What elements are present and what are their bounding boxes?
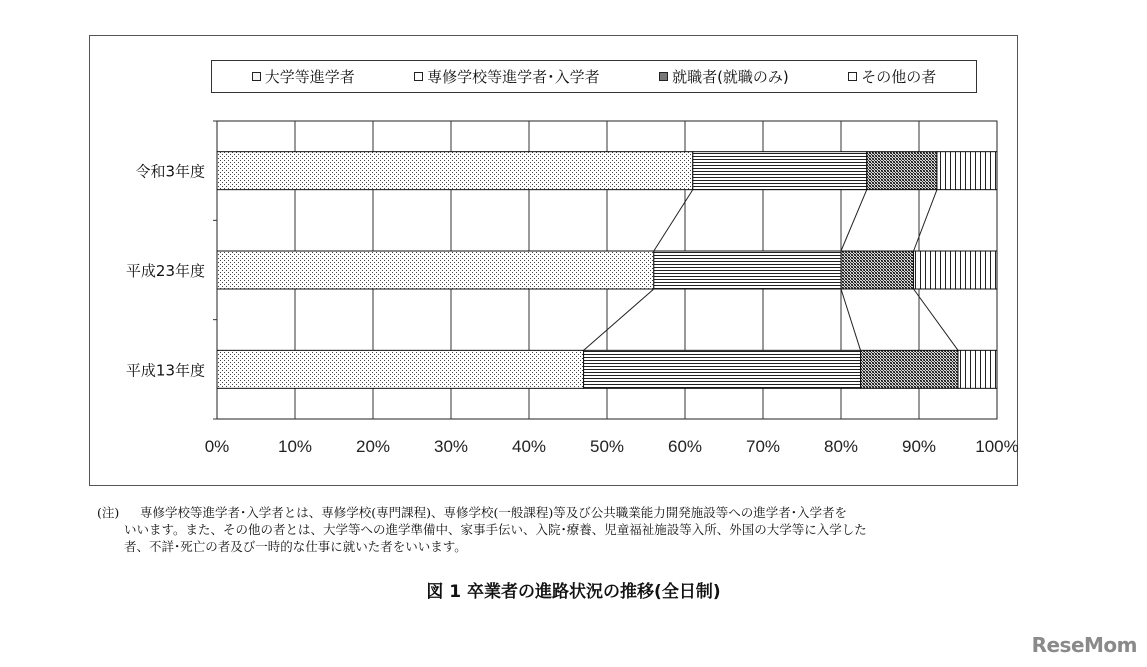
bar-segment	[914, 251, 997, 289]
footnote-line-2: いいます。また、その他の者とは、大学等への進学準備中、家事手伝い、入院･療養、児童福祉施設等入所、外国の大学等に入学した	[124, 522, 867, 537]
footnote	[97, 504, 1047, 555]
footnote-text-1: 専修学校等進学者･入学者とは、専修学校(専門課程)、専修学校(一般課程)等及び公共職業能力開発施設等への進学者･入学者を	[140, 505, 848, 520]
x-tick-label: 70%	[745, 437, 781, 456]
legend-label-vocational: 専修学校等進学者･入学者	[427, 68, 600, 86]
footnote-label: (注)	[97, 505, 120, 520]
bar-segment	[217, 350, 584, 388]
bar-segment	[867, 152, 937, 190]
bar-segment	[654, 251, 841, 289]
bar-segment	[958, 350, 997, 388]
bar-segment	[217, 251, 654, 289]
category-label: 平成23年度	[125, 262, 205, 280]
x-tick-label: 50%	[589, 437, 625, 456]
x-tick-label: 40%	[511, 437, 547, 456]
x-tick-label: 100%	[975, 437, 1019, 456]
x-tick-label: 60%	[667, 437, 703, 456]
x-tick-label: 0%	[204, 437, 230, 456]
figure-caption: 図 1 卒業者の進路状況の推移(全日制)	[426, 582, 721, 602]
bar-segment	[841, 251, 914, 289]
watermark-logo: ReseMom	[1031, 633, 1137, 657]
footnote-line-3: 者、不詳･死亡の者及び一時的な仕事に就いた者をいいます。	[124, 539, 467, 554]
category-label: 平成13年度	[125, 361, 205, 380]
legend-label-other: その他の者	[861, 68, 937, 86]
bar-segment	[584, 350, 861, 388]
bars	[217, 152, 997, 389]
category-label: 令和3年度	[135, 162, 205, 181]
legend-label-employed: 就職者(就職のみ)	[672, 68, 789, 86]
bar-segment	[693, 152, 867, 190]
bar-segment	[861, 350, 959, 388]
x-tick-label: 30%	[433, 437, 469, 456]
footnote-line-1	[97, 504, 1047, 521]
bar-segment	[217, 152, 693, 190]
x-tick-label: 90%	[901, 437, 937, 456]
x-tick-label: 20%	[355, 437, 391, 456]
legend-label-university: 大学等進学者	[264, 68, 355, 86]
x-tick-label: 80%	[823, 437, 859, 456]
bar-segment	[937, 152, 997, 190]
x-tick-label: 10%	[277, 437, 313, 456]
